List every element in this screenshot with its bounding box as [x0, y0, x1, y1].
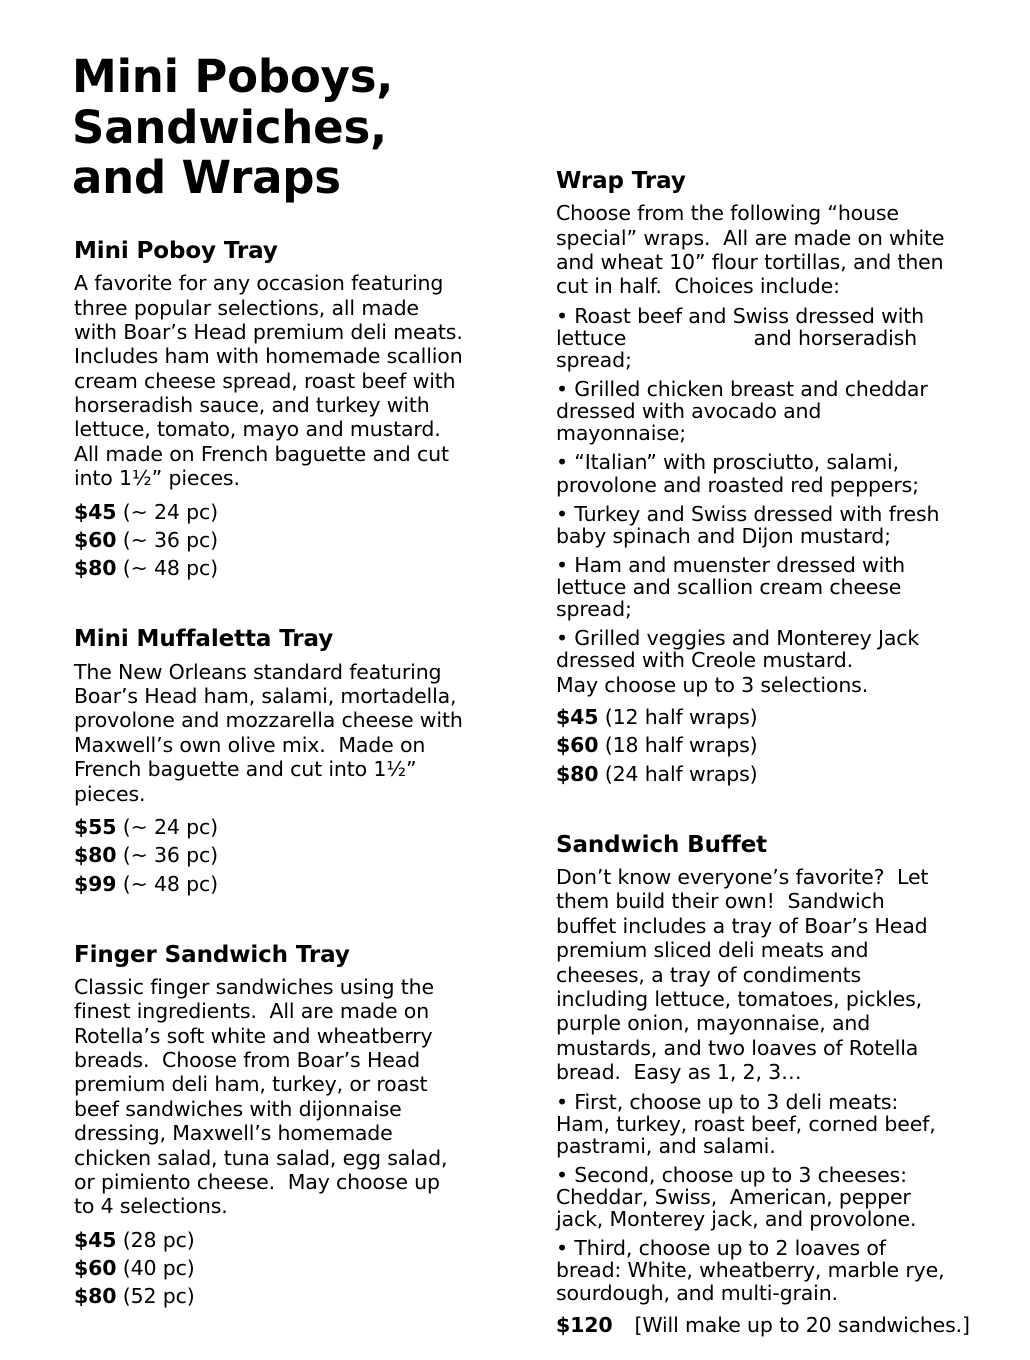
menu-section-finger-sandwich-tray: [74, 942, 464, 1311]
price-list: [74, 1226, 464, 1311]
price-amount: $60: [556, 733, 599, 758]
price-row: [556, 760, 948, 788]
price-amount: $45: [74, 1227, 117, 1252]
price-amount: $99: [74, 871, 117, 896]
price-list: [556, 1311, 970, 1339]
price-row: [74, 813, 464, 841]
price-amount: $60: [74, 1256, 117, 1281]
price-amount: $45: [556, 705, 599, 730]
price-row: [74, 841, 464, 869]
price-amount: $80: [556, 761, 599, 786]
price-quantity: (~ 36 pc): [122, 527, 218, 552]
section-description: Classic finger sandwiches using the finest ingredients. All are made on Rotella’s soft white and wheatberry breads. Choose from Boar’s Head premium deli ham, turkey, or roast beef sandwiches with dijonnaise dressing, Maxwell’s homemade chicken salad, tuna salad, egg salad, or pimiento cheese. May choose up to 4 selections.: [74, 974, 454, 1219]
price-quantity: (52 pc): [122, 1284, 195, 1309]
right-column: [556, 168, 970, 1339]
page-title-line-1: Mini Poboys,: [72, 50, 394, 104]
section-heading: Mini Poboy Tray: [74, 238, 278, 264]
price-row: [74, 1282, 464, 1310]
price-amount: $45: [74, 499, 117, 524]
list-item: • Second, choose up to 3 cheeses: Cheddar, Swiss, American, pepper jack, Monterey jack, and provolone.: [556, 1162, 918, 1232]
section-heading: Finger Sandwich Tray: [74, 941, 350, 968]
list-item: • “Italian” with prosciutto, salami, provolone and roasted red peppers;: [556, 450, 919, 497]
price-amount: $120: [556, 1312, 613, 1337]
price-row: [74, 870, 464, 898]
list-item: • Third, choose up to 2 loaves of bread: White, wheatberry, marble rye, sourdough, and multi-grain.: [556, 1236, 951, 1305]
price-amount: $60: [74, 527, 117, 552]
price-quantity: [Will make up to 20 sandwiches.]: [634, 1312, 970, 1337]
buffet-steps-list: [556, 1089, 951, 1305]
price-quantity: (40 pc): [122, 1256, 195, 1281]
price-quantity: (~ 36 pc): [122, 843, 218, 868]
menu-section-wrap-tray: [556, 168, 951, 788]
price-quantity: (~ 48 pc): [122, 871, 218, 896]
price-list: [74, 813, 464, 898]
list-item: • First, choose up to 3 deli meats: Ham, turkey, roast beef, corned beef, pastrami, and salami.: [556, 1089, 942, 1158]
list-item: • Grilled veggies and Monterey Jack dressed with Creole mustard.: [556, 626, 926, 673]
left-column: [74, 238, 476, 1311]
list-item: • Grilled chicken breast and cheddar dressed with avocado and mayonnaise;: [556, 377, 934, 446]
section-heading: Wrap Tray: [556, 168, 686, 194]
price-row: [556, 1311, 970, 1339]
price-quantity: (28 pc): [122, 1227, 195, 1252]
price-quantity: (~ 48 pc): [122, 556, 218, 581]
section-heading: Sandwich Buffet: [556, 831, 768, 858]
list-item: • Ham and muenster dressed with lettuce and scallion cream cheese spread;: [556, 552, 912, 622]
menu-section-sandwich-buffet: [556, 831, 970, 1339]
menu-section-mini-muffaletta-tray: [74, 626, 470, 897]
price-row: [74, 1254, 464, 1282]
section-heading: Mini Muffaletta Tray: [74, 626, 334, 653]
price-quantity: (~ 24 pc): [122, 499, 218, 524]
section-description: Choose from the following “house special” wraps. All are made on white and wheat 10” flour tortillas, and then cut in half. Choices include:: [556, 201, 951, 299]
price-row: [74, 498, 464, 526]
price-list: [74, 498, 464, 583]
price-row: [556, 731, 948, 759]
page-title: [72, 52, 502, 203]
wrap-choices-list: [556, 305, 948, 672]
price-amount: $80: [74, 1284, 117, 1309]
price-row: [74, 554, 464, 582]
price-row: [74, 526, 464, 554]
price-amount: $80: [74, 556, 117, 581]
price-amount: $80: [74, 843, 117, 868]
price-quantity: (12 half wraps): [604, 705, 758, 730]
page-title-line-3: and Wraps: [72, 150, 341, 204]
list-item: • Turkey and Swiss dressed with fresh baby spinach and Dijon mustard;: [556, 501, 946, 548]
selection-note: May choose up to 3 selections.: [556, 672, 869, 697]
price-quantity: (~ 24 pc): [122, 814, 218, 839]
price-list: [556, 703, 948, 788]
menu-section-mini-poboy-tray: [74, 238, 476, 582]
price-row: [74, 1226, 464, 1254]
price-amount: $55: [74, 814, 117, 839]
section-description: Don’t know everyone’s favorite? Let them build their own! Sandwich buffet includes a tray of Boar’s Head premium sliced deli meats and cheeses, a tray of condiments including lettuce, tomatoes, pickles, purple onion, mayonnaise, and mustards, and two loaves of Rotella bread. Easy as 1, 2, 3…: [556, 865, 935, 1085]
price-quantity: (18 half wraps): [604, 733, 758, 758]
section-description: The New Orleans standard featuring Boar’s Head ham, salami, mortadella, provolone and mozzarella cheese with Maxwell’s own olive mix. Made on French baguette and cut into 1½” pieces.: [74, 659, 470, 806]
price-quantity: (24 half wraps): [604, 761, 758, 786]
price-row: [556, 703, 948, 731]
list-item: • Roast beef and Swiss dressed with lettuce and horseradish spread;: [556, 303, 931, 372]
page-title-line-2: Sandwiches,: [72, 100, 387, 154]
section-description: A favorite for any occasion featuring three popular selections, all made with Boar’s Head premium deli meats. Includes ham with homemade scallion cream cheese spread, roast beef with horseradish sauce, and turkey with lettuce, tomato, mayo and mustard. All made on French baguette and cut into 1½” pieces.: [74, 271, 476, 491]
